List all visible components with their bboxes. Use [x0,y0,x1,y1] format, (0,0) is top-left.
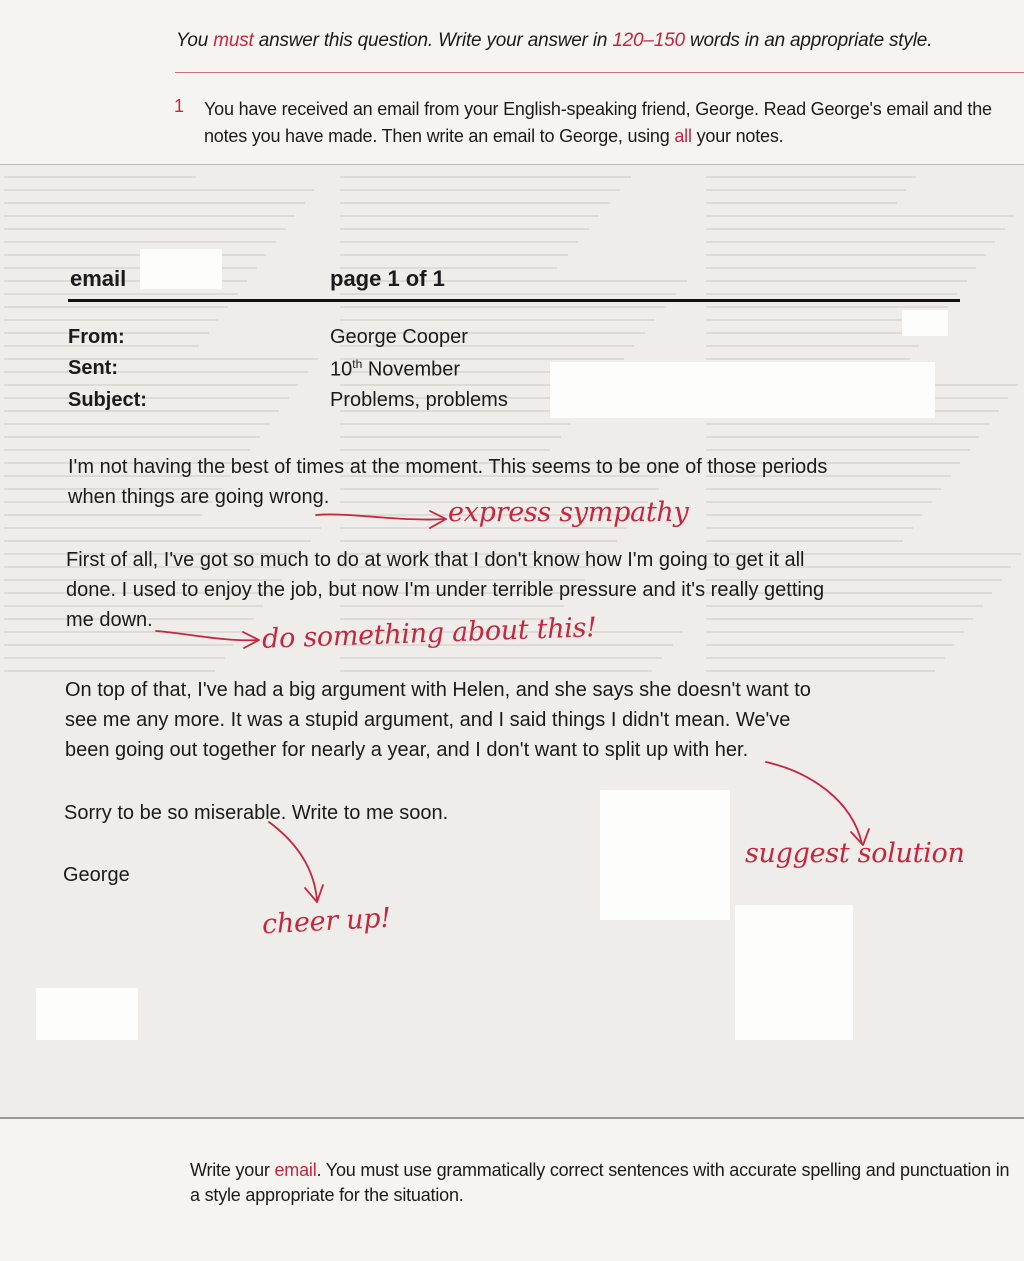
bleed-through-line [4,449,250,451]
bleed-through-line [706,449,970,451]
bleed-through-line [340,657,662,659]
bleed-through-line [4,657,225,659]
bleed-through-line [340,449,550,451]
bleed-through-line [706,514,922,516]
bleed-through-line [4,527,321,529]
bleed-through-line [706,189,906,191]
bleed-through-line [340,423,571,425]
bleed-through-line [706,241,995,243]
question-number: 1 [174,96,185,116]
bleed-through-line [706,254,986,256]
bleed-through-line [4,423,270,425]
task-instruction [176,30,932,52]
bleed-through-line [706,540,903,542]
email-closing: Sorry to be so miserable. Write to me soon. [64,802,449,824]
bleed-through-line [706,670,935,672]
bleed-through-line [4,306,228,308]
bleed-through-line [340,202,610,204]
bleed-through-line [340,254,568,256]
instruction-text-2: answer this question. Write your answer in [253,30,613,51]
bleed-through-line [340,319,655,321]
bleed-through-line [340,540,617,542]
from-value: George Cooper [330,326,468,348]
bleed-through-line [4,384,298,386]
header-rule [68,299,960,302]
bleed-through-line [706,306,948,308]
redaction-patch [902,310,948,336]
word-range: 120–150 [612,30,685,51]
sent-value [330,357,460,382]
bleed-through-line [4,644,234,646]
bleed-through-line [4,293,238,295]
bleed-through-line [706,280,967,282]
question-text-1: You have received an email from your English-speaking friend, George. Read George's email and the notes you have made. Then write an email to George, using [204,99,992,146]
paragraph-line: On top of that, I've had a big argument with Helen, and she says she doesn't want to [65,679,811,701]
bleed-through-line [706,436,979,438]
paragraph-line: First of all, I've got so much to do at work that I don't know how I'm going to get it all [66,549,805,571]
bleed-through-line [706,215,1014,217]
email-paragraph-3 [65,675,965,765]
bleed-through-line [706,202,897,204]
bleed-through-line [340,293,676,295]
task-email: email [274,1160,317,1180]
subject-label: Subject: [68,389,147,411]
bleed-through-line [706,657,945,659]
subject-value: Problems, problems [330,389,508,411]
bleed-through-line [4,358,318,360]
bleed-through-line [706,332,929,334]
task-text-2: . You must use grammatically correct sentences with accurate spelling and punctuation in a style appropriate for the situation. [190,1160,1010,1205]
bleed-through-line [340,189,620,191]
question-text [204,96,1019,150]
bleed-through-line [340,228,589,230]
bleed-through-line [4,371,308,373]
sent-month: November [362,358,461,381]
instruction-text-3: words in an appropriate style. [684,30,933,51]
task-text-1: Write your [190,1160,275,1180]
bleed-through-line [4,176,196,178]
bleed-through-line [4,228,286,230]
bleed-through-line [706,644,954,646]
redaction-patch [735,905,853,1040]
paragraph-line: when things are going wrong. [68,486,330,508]
note-cheer-up: cheer up! [261,902,392,941]
sent-ordinal: th [352,357,363,371]
bleed-through-line [706,345,919,347]
bleed-through-line [4,514,202,516]
bleed-through-line [706,267,976,269]
bleed-through-line [4,254,266,256]
paragraph-line: done. I used to enjoy the job, but now I'm under terrible pressure and it's really getting [66,579,825,601]
email-label: email [70,266,127,291]
question-all: all [674,126,692,146]
bleed-through-line [340,670,652,672]
writing-task [190,1158,1010,1208]
paragraph-line: been going out together for nearly a year, and I don't want to split up with her. [65,739,749,761]
question-text-2: your notes. [691,126,784,146]
redaction-patch [550,362,935,418]
bleed-through-line [706,176,916,178]
instruction-must: must [213,30,254,51]
note-do-something: do something about this! [261,612,598,655]
bleed-through-line [706,228,1005,230]
bleed-through-line [340,306,666,308]
top-rule [175,72,1024,73]
bleed-through-line [4,436,260,438]
bleed-through-line [4,319,218,321]
bleed-through-line [340,241,578,243]
bleed-through-line [706,527,913,529]
bleed-through-line [340,215,599,217]
redaction-patch [36,988,138,1040]
bleed-through-line [340,176,631,178]
instruction-text-1: You [176,30,214,51]
bleed-through-line [4,189,314,191]
redaction-patch [140,249,222,289]
from-label: From: [68,326,125,348]
bleed-through-line [4,202,305,204]
bleed-through-line [706,423,989,425]
note-express-sympathy: express sympathy [448,497,689,528]
email-signature: George [63,864,130,886]
sent-label: Sent: [68,357,118,379]
bleed-through-line [4,540,311,542]
page-indicator: page 1 of 1 [330,266,445,291]
bleed-through-line [4,215,295,217]
bleed-through-line [4,241,276,243]
note-suggest-solution: suggest solution [745,838,965,869]
bleed-through-line [4,670,215,672]
paragraph-line: I'm not having the best of times at the moment. This seems to be one of those periods [68,456,828,478]
bleed-through-line [340,436,561,438]
sent-day: 10 [330,358,353,381]
paragraph-line: me down. [66,609,153,631]
bleed-through-line [706,358,910,360]
paragraph-line: see me any more. It was a stupid argument, and I said things I didn't mean. We've [65,709,791,731]
bleed-through-line [706,293,957,295]
